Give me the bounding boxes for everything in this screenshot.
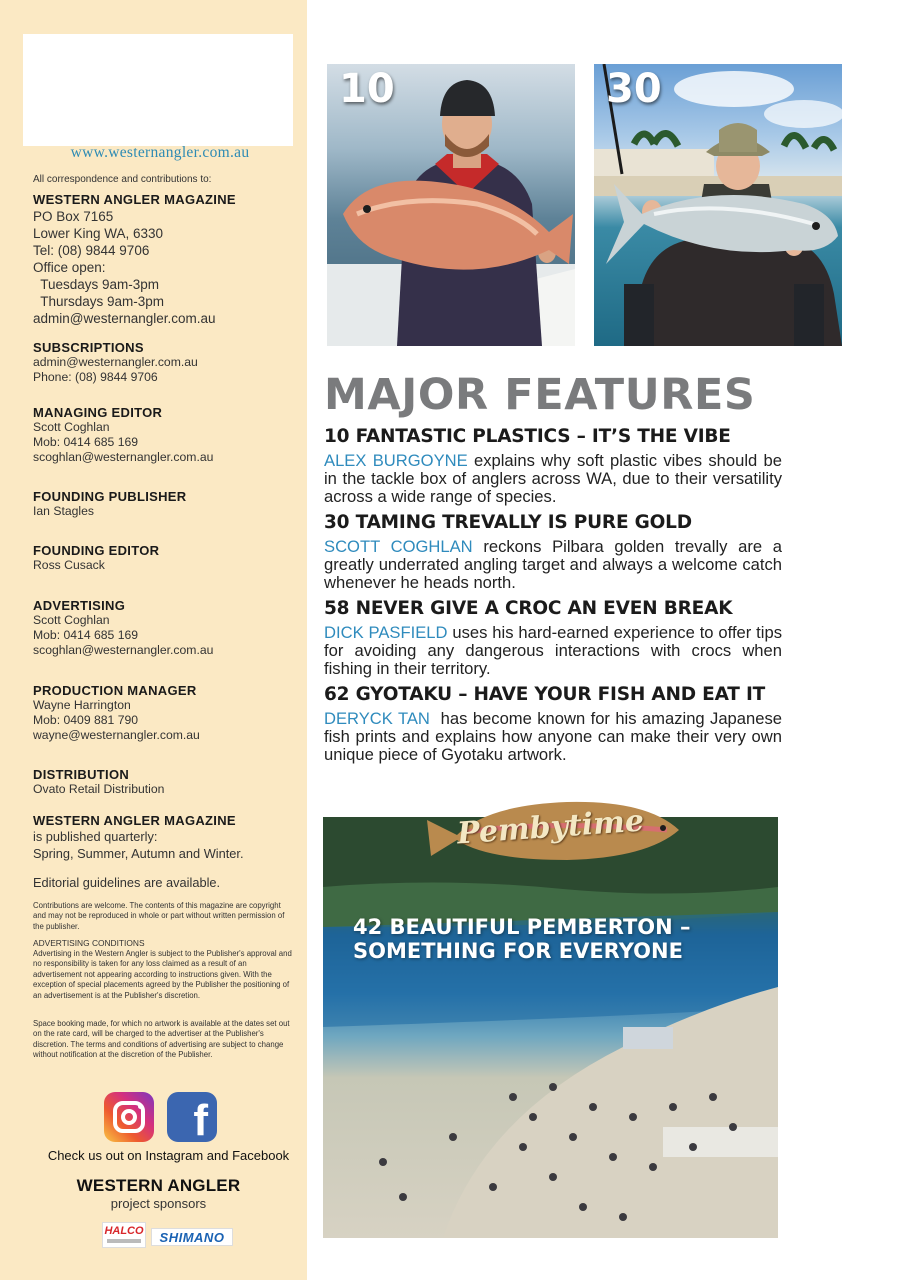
- subscriptions-phone: Phone: (08) 9844 9706: [33, 370, 158, 384]
- section-heading: FOUNDING EDITOR: [33, 543, 160, 558]
- sponsor-title: WESTERN ANGLER: [76, 1176, 241, 1195]
- pemberton-title-line: 42 BEAUTIFUL PEMBERTON –: [353, 915, 691, 939]
- intro-text: All correspondence and contributions to:: [33, 174, 212, 185]
- feature-heading[interactable]: 62 GYOTAKU – HAVE YOUR FISH AND EAT IT: [324, 684, 766, 705]
- feature-heading[interactable]: 10 FANTASTIC PLASTICS – IT’S THE VIBE: [324, 426, 731, 447]
- section-line: Ian Stagles: [33, 504, 94, 518]
- adv-conditions-heading: ADVERTISING CONDITIONS: [33, 938, 145, 948]
- section-line: is published quarterly:: [33, 829, 158, 844]
- section-founding-publisher: [33, 489, 298, 519]
- section-line: Ovato Retail Distribution: [33, 782, 165, 796]
- section-line: Wayne Harrington: [33, 698, 131, 712]
- lake-crowd-illustration: [323, 817, 778, 1238]
- section-founding-editor: [33, 543, 298, 573]
- contributions-text: Contributions are welcome. The contents of this magazine are copyright and may not be reproduced in whole or part without written permission of the publisher.: [33, 901, 285, 931]
- adv-conditions-text: Advertising in the Western Angler is subject to the Publisher's approval and no responsibility is taken for any loss claimed as a result of an advertisement not appearing according to instructions given. With the exception of special placements agreed by the Publisher the positioning of an advertisement is at the Publisher's discretion.: [33, 949, 292, 1000]
- office-hours-line: Tuesdays 9am-3pm: [33, 277, 160, 292]
- section-heading: WESTERN ANGLER MAGAZINE: [33, 813, 236, 828]
- facebook-icon[interactable]: f: [167, 1092, 217, 1142]
- section-heading: MANAGING EDITOR: [33, 405, 163, 420]
- feature-text: explains why soft plastic vibes should be in the tackle box of anglers across WA, due to their versatility across a wide range of species.: [324, 451, 782, 506]
- address-line: Lower King WA, 6330: [33, 226, 164, 241]
- instagram-icon[interactable]: [104, 1092, 154, 1142]
- section-line: Mob: 0414 685 169: [33, 435, 139, 449]
- feature-description: [324, 624, 782, 678]
- feature-text: has become known for his amazing Japanese fish prints and explains how anyone can make their very own unique piece of Gyotaku artwork.: [324, 709, 787, 764]
- feature-author: DERYCK TAN: [324, 709, 430, 728]
- office-hours-line: Thursdays 9am-3pm: [33, 294, 165, 309]
- editorial-guidelines: Editorial guidelines are available.: [33, 875, 221, 890]
- feature-author: SCOTT COGHLAN: [324, 537, 473, 556]
- feature-description: [324, 709, 787, 764]
- sponsor-subtitle: project sponsors: [110, 1196, 207, 1211]
- section-heading: SUBSCRIPTIONS: [33, 340, 144, 355]
- halco-logo-text: HALCO: [104, 1225, 144, 1237]
- section-distribution: [33, 767, 298, 797]
- pemberton-feature-photo[interactable]: [323, 817, 778, 1238]
- logo-placeholder: [23, 34, 293, 146]
- feature-author: DICK PASFIELD: [324, 623, 448, 642]
- admin-email[interactable]: admin@westernangler.com.au: [33, 311, 216, 326]
- space-booking-text: Space booking made, for which no artwork is available at the dates set out on the rate card, will be charged to the advertiser at the Publisher's discretion. The terms and conditions of advertising are subject to change without notification at the discretion of the Publisher.: [33, 1019, 290, 1060]
- feature-photo-10: [327, 64, 575, 346]
- section-heading: FOUNDING PUBLISHER: [33, 489, 187, 504]
- advertising-email[interactable]: scoghlan@westernangler.com.au: [33, 643, 214, 657]
- section-subscriptions: [33, 340, 298, 385]
- section-advertising: [33, 598, 298, 658]
- section-published: [33, 813, 298, 862]
- section-line: Ross Cusack: [33, 558, 105, 572]
- production-email[interactable]: wayne@westernangler.com.au: [33, 728, 200, 742]
- phone-line: Tel: (08) 9844 9706: [33, 243, 150, 258]
- section-line: Scott Coghlan: [33, 420, 110, 434]
- feature-heading[interactable]: 58 NEVER GIVE A CROC AN EVEN BREAK: [324, 598, 733, 619]
- shimano-logo: SHIMANO: [151, 1228, 233, 1246]
- social-icons: [104, 1092, 219, 1142]
- social-text: Check us out on Instagram and Facebook: [47, 1148, 290, 1163]
- pembytime-banner: [427, 790, 681, 874]
- feature-description: [324, 452, 782, 506]
- pemberton-title-line: SOMETHING FOR EVERYONE: [353, 939, 683, 963]
- subscriptions-email[interactable]: admin@westernangler.com.au: [33, 355, 198, 369]
- section-heading: PRODUCTION MANAGER: [33, 683, 197, 698]
- feature-description: [324, 538, 782, 592]
- feature-author: ALEX BURGOYNE: [324, 451, 468, 470]
- section-production-manager: [33, 683, 298, 743]
- website-link[interactable]: www.westernangler.com.au: [70, 144, 250, 161]
- section-heading: ADVERTISING: [33, 598, 126, 613]
- section-managing-editor: [33, 405, 298, 465]
- feature-text: reckons Pilbara golden trevally are a greatly underrated angling target and always a welcome catch whenever he heads north.: [324, 537, 782, 592]
- feature-photo-30: [594, 64, 842, 346]
- section-heading: DISTRIBUTION: [33, 767, 130, 782]
- section-line: Spring, Summer, Autumn and Winter.: [33, 846, 244, 861]
- address-block: [33, 208, 298, 327]
- halco-logo: [102, 1222, 146, 1248]
- major-features-title: MAJOR FEATURES: [324, 370, 756, 420]
- section-line: Mob: 0414 685 169: [33, 628, 139, 642]
- address-line: PO Box 7165: [33, 209, 114, 224]
- editor-email[interactable]: scoghlan@westernangler.com.au: [33, 450, 214, 464]
- pembytime-text: Pembytime: [456, 803, 646, 852]
- office-hours-label: Office open:: [33, 260, 106, 275]
- photo-number-label: 30: [606, 66, 662, 112]
- section-line: Mob: 0409 881 790: [33, 713, 139, 727]
- sidebar: [0, 0, 307, 1280]
- photo-number-label: 10: [339, 66, 395, 112]
- pemberton-title: [353, 915, 691, 963]
- magazine-name-heading: WESTERN ANGLER MAGAZINE: [33, 192, 236, 207]
- feature-text: uses his hard-earned experience to offer tips for avoiding any dangerous interactions with crocs when fishing in their territory.: [324, 623, 782, 678]
- section-line: Scott Coghlan: [33, 613, 110, 627]
- feature-heading[interactable]: 30 TAMING TREVALLY IS PURE GOLD: [324, 512, 692, 533]
